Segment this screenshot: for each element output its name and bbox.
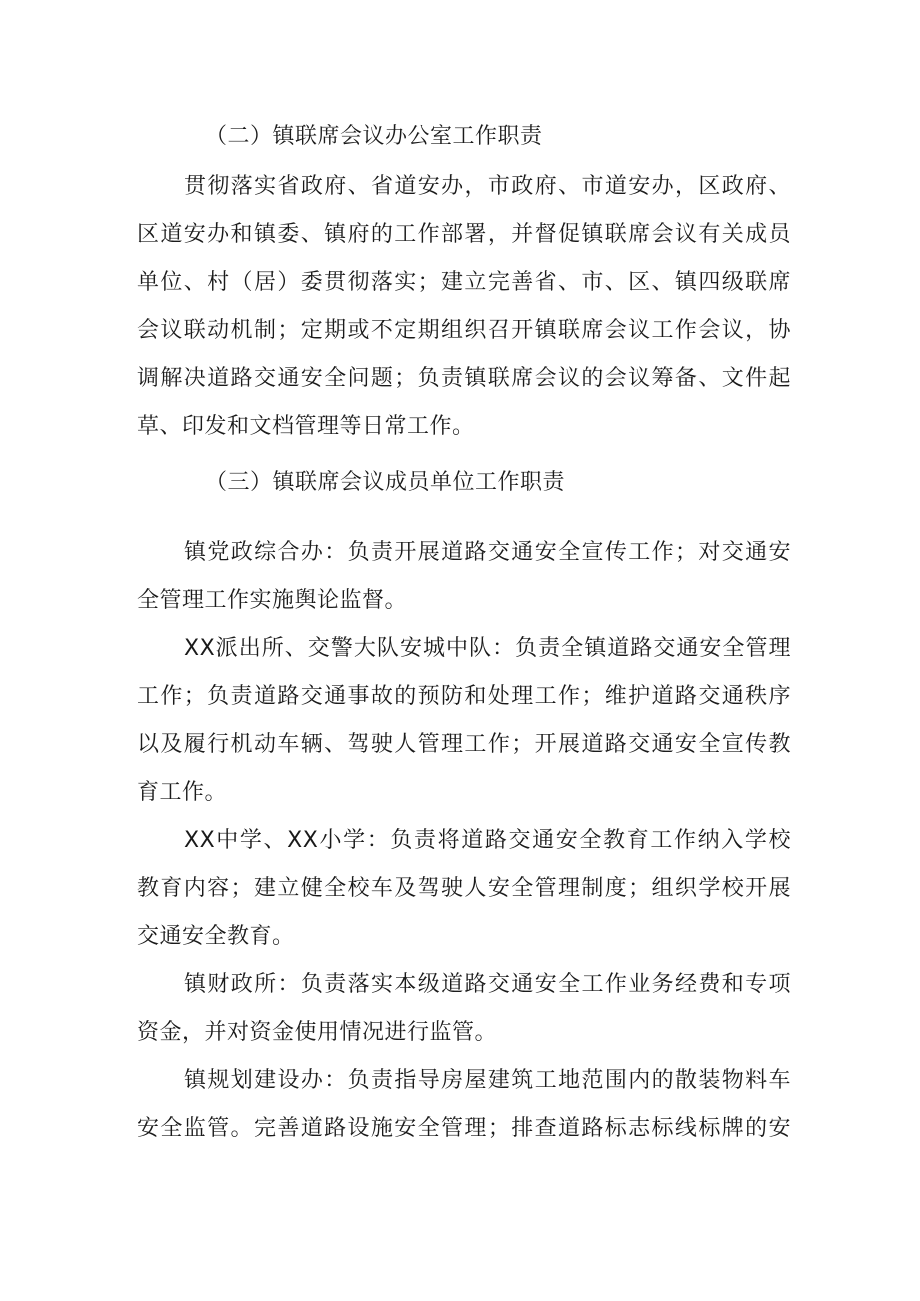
paragraph-line: XX中学、XX小学：负责将道路交通安全教育工作纳入学校 [184, 828, 791, 853]
paragraph-line: 工作；负责道路交通事故的预防和处理工作；维护道路交通秩序 [137, 684, 791, 709]
section-heading-3: （三）镇联席会议成员单位工作职责 [205, 470, 566, 495]
paragraph-line: 交通安全教育。 [137, 924, 295, 949]
paragraph-line: 镇党政综合办：负责开展道路交通安全宣传工作；对交通安 [184, 540, 791, 565]
paragraph-line: 区道安办和镇委、镇府的工作部署，并督促镇联席会议有关成员 [137, 222, 791, 247]
paragraph-line: 调解决道路交通安全问题；负责镇联席会议的会议筹备、文件起 [137, 366, 791, 391]
paragraph-line: 镇规划建设办：负责指导房屋建筑工地范围内的散装物料车 [184, 1068, 791, 1093]
paragraph-line: 以及履行机动车辆、驾驶人管理工作；开展道路交通安全宣传教 [137, 732, 791, 757]
paragraph-line: 镇财政所：负责落实本级道路交通安全工作业务经费和专项 [184, 972, 791, 997]
paragraph-line: 教育内容；建立健全校车及驾驶人安全管理制度；组织学校开展 [137, 876, 791, 901]
paragraph-line: 单位、村（居）委贯彻落实；建立完善省、市、区、镇四级联席 [137, 270, 791, 295]
paragraph-line: 资金，并对资金使用情况进行监管。 [137, 1020, 498, 1045]
paragraph-line: 草、印发和文档管理等日常工作。 [137, 414, 475, 439]
paragraph-line: 育工作。 [137, 780, 228, 805]
paragraph-line: 全管理工作实施舆论监督。 [137, 588, 408, 613]
paragraph-line: 会议联动机制；定期或不定期组织召开镇联席会议工作会议，协 [137, 318, 791, 343]
paragraph-line: XX派出所、交警大队安城中队：负责全镇道路交通安全管理 [184, 636, 791, 661]
paragraph-line: 安全监管。完善道路设施安全管理；排查道路标志标线标牌的安 [137, 1116, 791, 1141]
paragraph-line: 贯彻落实省政府、省道安办，市政府、市道安办，区政府、 [184, 174, 791, 199]
section-heading-2: （二）镇联席会议办公室工作职责 [205, 124, 543, 149]
